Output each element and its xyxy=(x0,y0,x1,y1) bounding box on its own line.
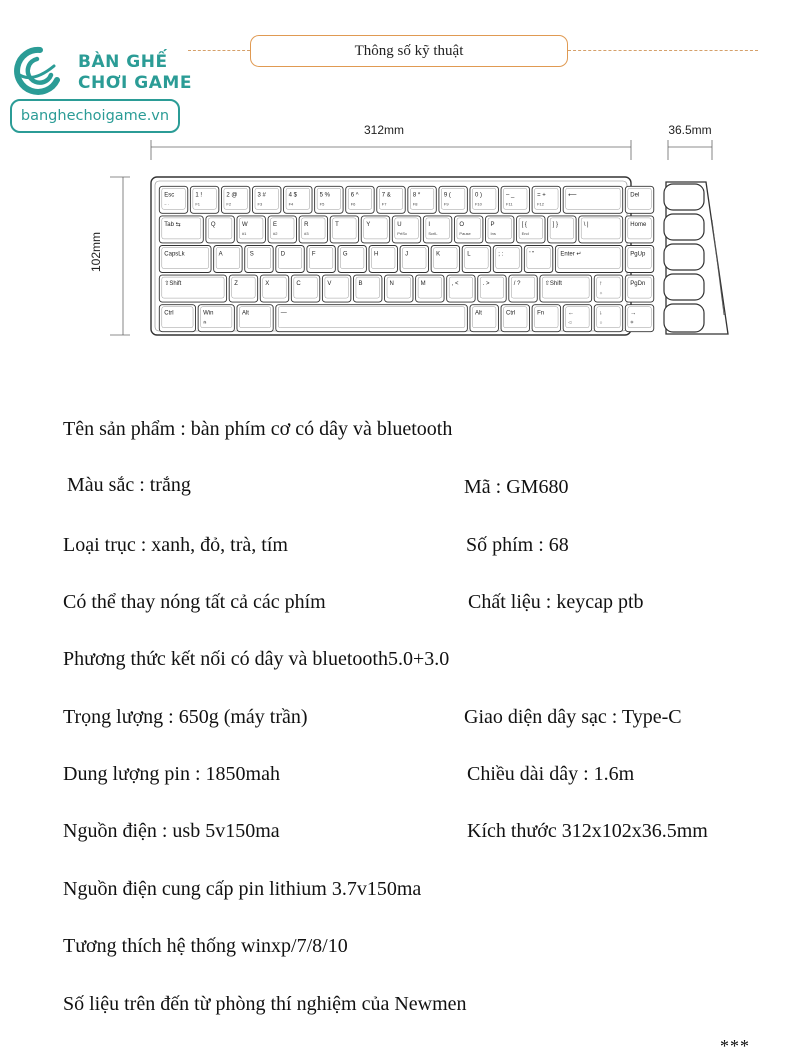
key-label: Ctrl xyxy=(164,310,174,317)
key-r1-k1 xyxy=(206,216,234,243)
key-label: U xyxy=(397,221,402,228)
key-r2-k4 xyxy=(307,246,335,273)
key-label: Win xyxy=(203,310,214,317)
key-r3-k6 xyxy=(385,275,413,302)
key-label: Q xyxy=(210,221,216,228)
spec-charging-port: Giao diện dây sạc : Type-C xyxy=(464,706,682,728)
key-label: = + xyxy=(537,192,546,199)
key-label: Tab ⇆ xyxy=(164,221,181,228)
key-label: ] } xyxy=(552,221,558,228)
key-label: D xyxy=(280,251,286,258)
key-label: 6 ^ xyxy=(350,192,359,199)
key-label: PgDn xyxy=(630,281,646,288)
width-dimension xyxy=(151,123,631,160)
spec-power: Nguồn điện : usb 5v150ma xyxy=(63,820,280,842)
key-label: C xyxy=(296,281,301,288)
key-r3-k8 xyxy=(447,275,475,302)
spec-battery: Dung lượng pin : 1850mah xyxy=(63,763,280,785)
key-sublabel: F11 xyxy=(506,201,513,207)
key-r3-k13 xyxy=(625,275,653,302)
height-dimension xyxy=(89,177,130,335)
key-r2-k13 xyxy=(625,246,653,273)
spec-compatibility: Tương thích hệ thống winxp/7/8/10 xyxy=(63,935,348,957)
key-r4-k1 xyxy=(198,305,234,332)
key-sublabel: ◁ xyxy=(568,319,572,325)
key-label: Fn xyxy=(537,310,545,317)
key-r1-k4 xyxy=(299,216,327,243)
side-profile xyxy=(664,182,728,334)
key-label: ⟵ xyxy=(568,192,577,199)
key-label: ↑ xyxy=(599,281,603,288)
key-label: O xyxy=(459,221,465,228)
key-label: 1 ! xyxy=(195,192,203,199)
key-r0-k5 xyxy=(315,186,343,213)
key-sublabel: #2 xyxy=(273,230,278,236)
key-r0-k9 xyxy=(439,186,467,213)
spec-model: Mã : GM680 xyxy=(464,476,569,498)
key-label: W xyxy=(241,221,248,228)
key-label: 0 ) xyxy=(474,192,482,199)
key-r3-k7 xyxy=(416,275,444,302)
spec-weight: Trọng lượng : 650g (máy trần) xyxy=(63,706,308,728)
key-r0-k0 xyxy=(159,186,187,213)
key-r2-k12 xyxy=(555,246,622,273)
height-label: 102mm xyxy=(89,231,103,273)
key-label: 3 # xyxy=(257,192,266,199)
key-label: G xyxy=(342,251,348,258)
key-label: / ? xyxy=(513,281,521,288)
width-label: 312mm xyxy=(363,123,405,137)
key-label: 7 & xyxy=(381,192,391,199)
key-sublabel: F9 xyxy=(443,201,449,207)
key-r0-k14 xyxy=(625,186,653,213)
spec-hotswap: Có thể thay nóng tất cả các phím xyxy=(63,591,326,613)
key-r4-k4 xyxy=(470,305,498,332)
key-r4-k6 xyxy=(532,305,560,332)
key-sublabel: F5 xyxy=(319,201,325,207)
key-sublabel: F3 xyxy=(257,201,263,207)
spec-cable-length: Chiều dài dây : 1.6m xyxy=(467,763,635,785)
key-sublabel: F6 xyxy=(350,201,356,207)
key-sublabel: #3 xyxy=(304,230,309,236)
key-label: Alt xyxy=(241,310,249,317)
key-label: F xyxy=(311,251,316,258)
key-r2-k11 xyxy=(524,246,552,273)
key-label: M xyxy=(420,281,426,288)
key-sublabel: F10 xyxy=(474,201,482,207)
key-sublabel: PrtSc xyxy=(397,230,408,236)
title-divider-left xyxy=(188,50,250,51)
key-r2-k8 xyxy=(431,246,459,273)
key-label: [ { xyxy=(521,221,527,228)
spec-data-source: Số liệu trên đến từ phòng thí nghiệm của Newmen xyxy=(63,993,467,1015)
key-label: X xyxy=(265,281,270,288)
key-sublabel: Ins xyxy=(490,230,496,236)
page-title: Thông số kỹ thuật xyxy=(250,35,568,67)
key-label: Z xyxy=(234,281,238,288)
key-r2-k9 xyxy=(462,246,490,273)
key-r3-k2 xyxy=(260,275,288,302)
key-label: I xyxy=(428,221,431,228)
key-label: ; : xyxy=(498,251,504,258)
depth-dimension xyxy=(668,123,712,160)
key-label: P xyxy=(490,221,495,228)
key-label: R xyxy=(304,221,309,228)
key-label: Home xyxy=(630,221,647,228)
key-label: A xyxy=(218,251,223,258)
key-r2-k6 xyxy=(369,246,397,273)
key-r2-k0 xyxy=(159,246,211,273)
key-label: K xyxy=(436,251,441,258)
key-r1-k6 xyxy=(361,216,389,243)
key-r3-k11 xyxy=(540,275,592,302)
key-label: B xyxy=(358,281,363,288)
key-sublabel: Pause xyxy=(459,230,471,236)
key-r4-k2 xyxy=(237,305,273,332)
key-label: 4 $ xyxy=(288,192,297,199)
key-r1-k9 xyxy=(454,216,482,243)
key-r0-k2 xyxy=(221,186,249,213)
brand-name-line1: BÀN GHẾ xyxy=(78,52,168,72)
key-r2-k10 xyxy=(493,246,521,273)
end-mark: *** xyxy=(720,1036,750,1056)
key-r4-k5 xyxy=(501,305,529,332)
key-label: 9 ( xyxy=(443,192,451,199)
spec-switch-type: Loại trục : xanh, đỏ, trà, tím xyxy=(63,534,288,556)
key-r1-k8 xyxy=(423,216,451,243)
key-r0-k10 xyxy=(470,186,498,213)
key-r1-k12 xyxy=(548,216,576,243)
key-sublabel: F1 xyxy=(195,201,201,207)
key-r3-k4 xyxy=(322,275,350,302)
spec-key-count: Số phím : 68 xyxy=(466,534,569,556)
key-r3-k5 xyxy=(353,275,381,302)
key-label: ' " xyxy=(529,251,535,258)
key-label: PgUp xyxy=(630,251,646,258)
key-r4-k0 xyxy=(159,305,195,332)
spec-battery-supply: Nguồn điện cung cấp pin lithium 3.7v150ma xyxy=(63,878,422,900)
key-r0-k11 xyxy=(501,186,529,213)
key-sublabel: F2 xyxy=(226,201,232,207)
key-label: \ | xyxy=(583,221,589,228)
spec-material: Chất liệu : keycap ptb xyxy=(468,591,644,613)
key-r3-k10 xyxy=(509,275,537,302)
key-r1-k7 xyxy=(392,216,420,243)
key-r4-k9 xyxy=(625,305,653,332)
brand-url[interactable]: banghechoigame.vn xyxy=(10,99,180,133)
title-divider-right xyxy=(568,50,758,51)
key-r2-k2 xyxy=(245,246,273,273)
key-r1-k13 xyxy=(579,216,623,243)
key-sublabel: ScrlL xyxy=(428,230,438,236)
key-label: ← xyxy=(568,310,575,317)
key-label: J xyxy=(405,251,409,258)
spec-product-name: Tên sản phẩm : bàn phím cơ có dây và bluetooth xyxy=(63,418,453,440)
key-r2-k5 xyxy=(338,246,366,273)
key-label: . > xyxy=(482,281,490,288)
key-sublabel: ☼ xyxy=(599,319,603,325)
key-r3-k1 xyxy=(229,275,257,302)
key-label: Alt xyxy=(474,310,482,317)
key-sublabel: F8 xyxy=(412,201,418,207)
key-label: E xyxy=(273,221,278,228)
key-r4-k7 xyxy=(563,305,591,332)
key-r1-k5 xyxy=(330,216,358,243)
key-r0-k6 xyxy=(346,186,374,213)
key-r2-k3 xyxy=(276,246,304,273)
key-label: L xyxy=(467,251,471,258)
key-label: T xyxy=(335,221,339,228)
key-sublabel: ✲ xyxy=(630,319,634,325)
key-label: 5 % xyxy=(319,192,330,199)
key-r0-k7 xyxy=(377,186,405,213)
key-r4-k8 xyxy=(594,305,622,332)
key-label: Del xyxy=(630,192,640,199)
key-r2-k1 xyxy=(214,246,242,273)
key-label: , < xyxy=(451,281,459,288)
key-r2-k7 xyxy=(400,246,428,273)
key-r3-k9 xyxy=(478,275,506,302)
key-r0-k13 xyxy=(563,186,623,213)
key-r3-k0 xyxy=(159,275,226,302)
key-sublabel: ⋒ xyxy=(203,319,207,325)
key-r1-k0 xyxy=(159,216,203,243)
key-label: 2 @ xyxy=(226,192,238,199)
key-r1-k14 xyxy=(625,216,653,243)
spec-dimensions: Kích thước 312x102x36.5mm xyxy=(467,820,708,842)
key-label: — xyxy=(280,310,287,317)
key-sublabel: F12 xyxy=(537,201,545,207)
key-r1-k10 xyxy=(486,216,514,243)
key-sublabel: ~ · xyxy=(164,201,170,207)
key-label: S xyxy=(249,251,254,258)
depth-label: 36.5mm xyxy=(668,123,712,137)
keyboard-diagram xyxy=(0,110,800,350)
key-r1-k11 xyxy=(517,216,545,243)
key-label: Y xyxy=(366,221,371,228)
key-label: Enter ↵ xyxy=(560,251,582,258)
key-label: 8 * xyxy=(412,192,421,199)
key-label: N xyxy=(389,281,394,288)
key-r0-k1 xyxy=(190,186,218,213)
key-r1-k3 xyxy=(268,216,296,243)
brand-logo-icon xyxy=(10,44,62,96)
key-label: V xyxy=(327,281,332,288)
key-label: CapsLk xyxy=(164,251,185,258)
key-sublabel: F7 xyxy=(381,201,387,207)
key-r0-k3 xyxy=(253,186,281,213)
key-label: Ctrl xyxy=(506,310,516,317)
key-r0-k4 xyxy=(284,186,312,213)
key-sublabel: #1 xyxy=(241,230,247,236)
brand-name-line2: CHƠI GAME xyxy=(78,73,192,93)
key-label: – _ xyxy=(506,192,515,199)
key-r0-k8 xyxy=(408,186,436,213)
key-r4-k3 xyxy=(276,305,468,332)
key-sublabel: End xyxy=(521,230,529,236)
key-sublabel: F4 xyxy=(288,201,294,207)
key-label: ⇧Shift xyxy=(544,281,562,288)
key-r3-k3 xyxy=(291,275,319,302)
key-label: Esc xyxy=(164,192,175,199)
spec-connection: Phương thức kết nối có dây và bluetooth5.0+3.0 xyxy=(63,648,450,670)
key-r1-k2 xyxy=(237,216,265,243)
spec-color: Màu sắc : trắng xyxy=(67,474,191,496)
key-label: ⇧Shift xyxy=(164,281,182,288)
key-label: H xyxy=(374,251,379,258)
key-r0-k12 xyxy=(532,186,560,213)
key-r3-k12 xyxy=(594,275,622,302)
key-label: → xyxy=(630,310,637,317)
key-label: ↓ xyxy=(599,310,603,317)
key-sublabel: ☼ xyxy=(599,290,603,296)
